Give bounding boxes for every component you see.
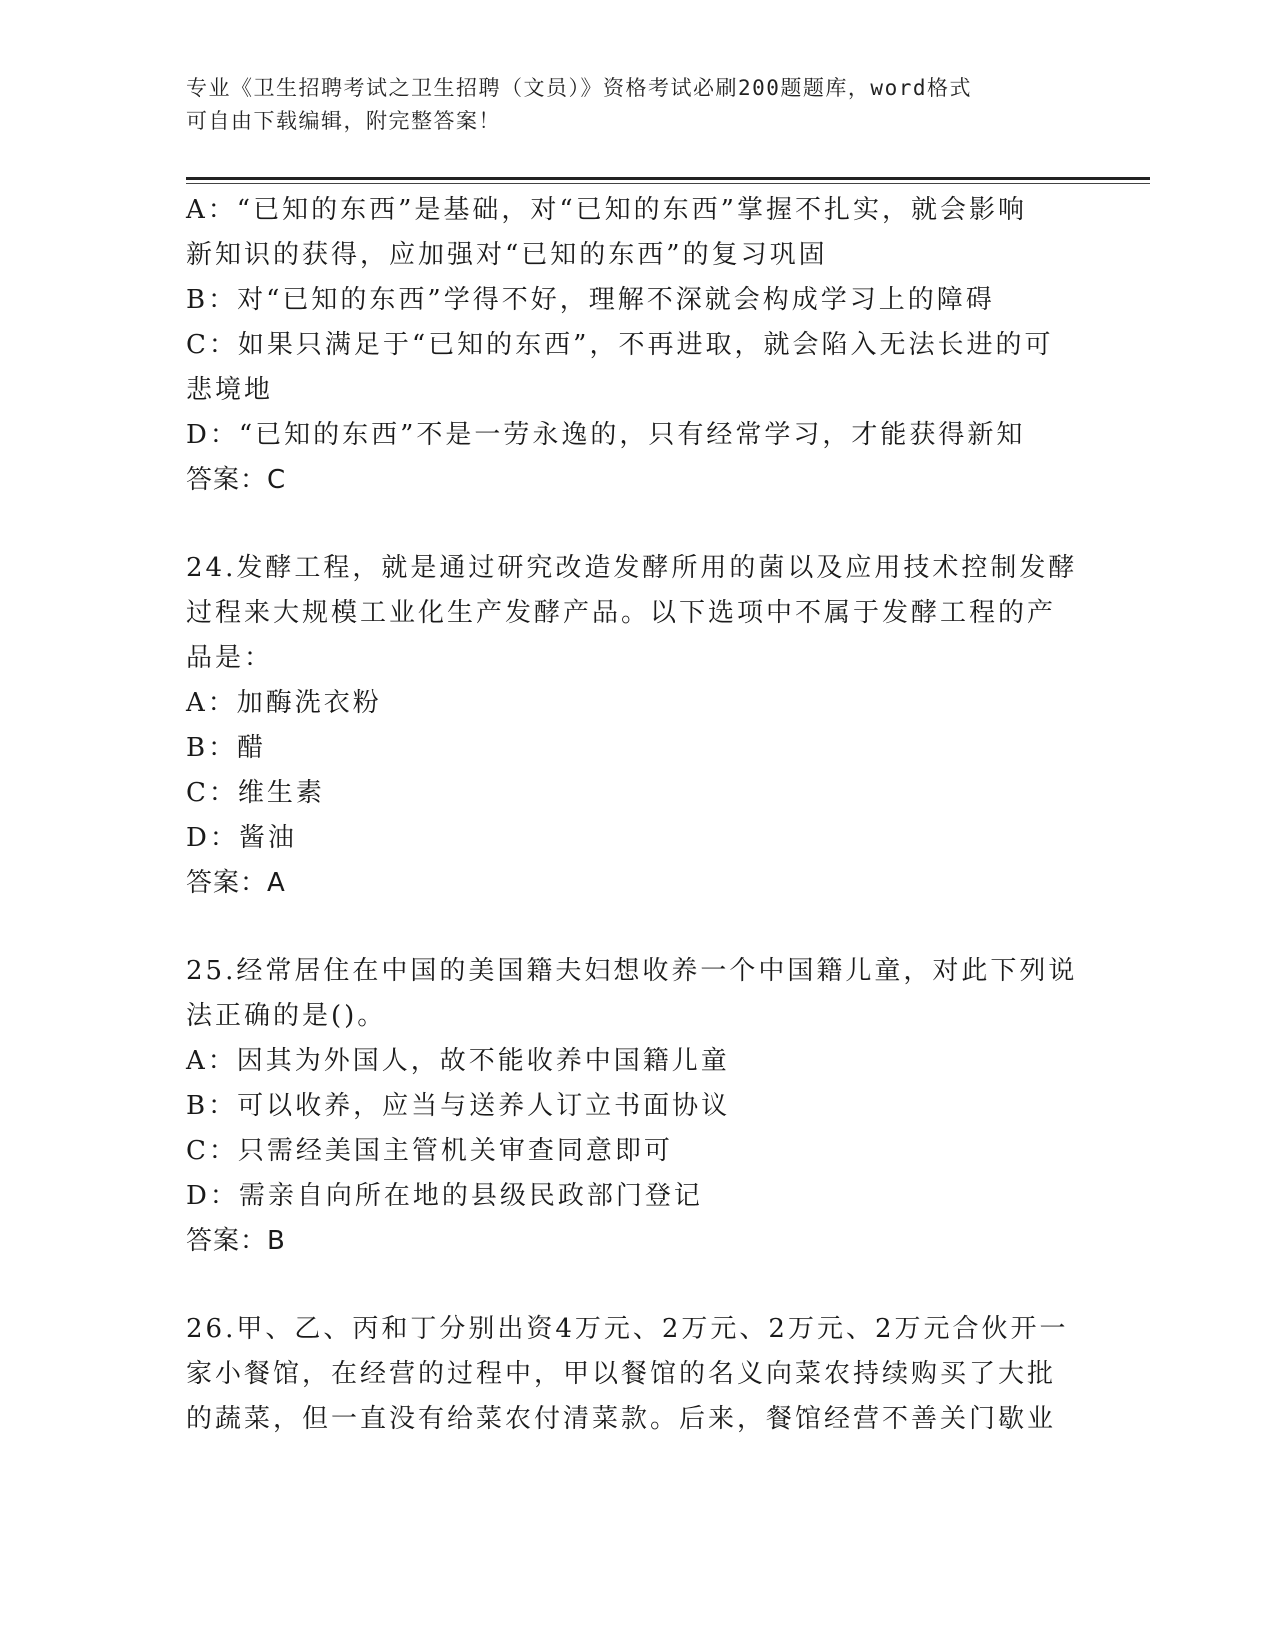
question-23 [186, 188, 1086, 503]
question-26 [186, 1307, 1086, 1442]
option-c: C：维生素 [186, 778, 325, 808]
question-stem-line-1: 24.发酵工程，就是通过研究改造发酵所用的菌以及应用技术控制发酵 [186, 553, 1078, 583]
header-title-line-2: 可自由下载编辑，附完整答案！ [186, 109, 501, 133]
option-d: D：酱油 [186, 823, 297, 853]
question-stem-line-3: 品是： [186, 643, 274, 673]
question-stem-line-1: 25.经常居住在中国的美国籍夫妇想收养一个中国籍儿童，对此下列说 [186, 956, 1078, 986]
option-a: A：加酶洗衣粉 [186, 688, 382, 718]
header-divider-thick [186, 177, 1150, 180]
question-content [186, 188, 1086, 1442]
spacer [186, 906, 1086, 949]
answer: 答案：B [186, 1226, 286, 1256]
document-header [186, 72, 1066, 138]
option-a-line-1: A：“已知的东西”是基础，对“已知的东西”掌握不扎实，就会影响 [186, 195, 1027, 225]
option-b: B：醋 [186, 733, 267, 763]
question-25 [186, 949, 1086, 1264]
header-title-line-1: 专业《卫生招聘考试之卫生招聘（文员）》资格考试必刷200题题库，word格式 [186, 76, 972, 100]
question-stem-line-1: 26.甲、乙、丙和丁分别出资4万元、2万元、2万元、2万元合伙开一 [186, 1314, 1069, 1344]
option-c-line-1: C：如果只满足于“已知的东西”，不再进取，就会陷入无法长进的可 [186, 330, 1054, 360]
question-stem-line-2: 过程来大规模工业化生产发酵产品。以下选项中不属于发酵工程的产 [186, 598, 1057, 628]
option-a: A：因其为外国人，故不能收养中国籍儿童 [186, 1046, 730, 1076]
question-24 [186, 546, 1086, 906]
option-c: C：只需经美国主管机关审查同意即可 [186, 1136, 673, 1166]
answer: 答案：A [186, 868, 286, 898]
option-c-line-2: 悲境地 [186, 375, 274, 405]
answer: 答案：C [186, 465, 287, 495]
header-divider-thin [186, 183, 1150, 184]
question-stem-line-2: 家小餐馆，在经营的过程中，甲以餐馆的名义向菜农持续购买了大批 [186, 1359, 1057, 1389]
option-a-line-2: 新知识的获得，应加强对“已知的东西”的复习巩固 [186, 240, 828, 270]
option-b: B：可以收养，应当与送养人订立书面协议 [186, 1091, 731, 1121]
option-d: D：需亲自向所在地的县级民政部门登记 [186, 1181, 703, 1211]
question-stem-line-3: 的蔬菜，但一直没有给菜农付清菜款。后来，餐馆经营不善关门歇业 [186, 1404, 1057, 1434]
spacer [186, 1264, 1086, 1307]
option-b: B：对“已知的东西”学得不好，理解不深就会构成学习上的障碍 [186, 285, 995, 315]
spacer [186, 503, 1086, 546]
question-stem-line-2: 法正确的是()。 [186, 1001, 387, 1031]
option-d: D：“已知的东西”不是一劳永逸的，只有经常学习，才能获得新知 [186, 420, 1026, 450]
